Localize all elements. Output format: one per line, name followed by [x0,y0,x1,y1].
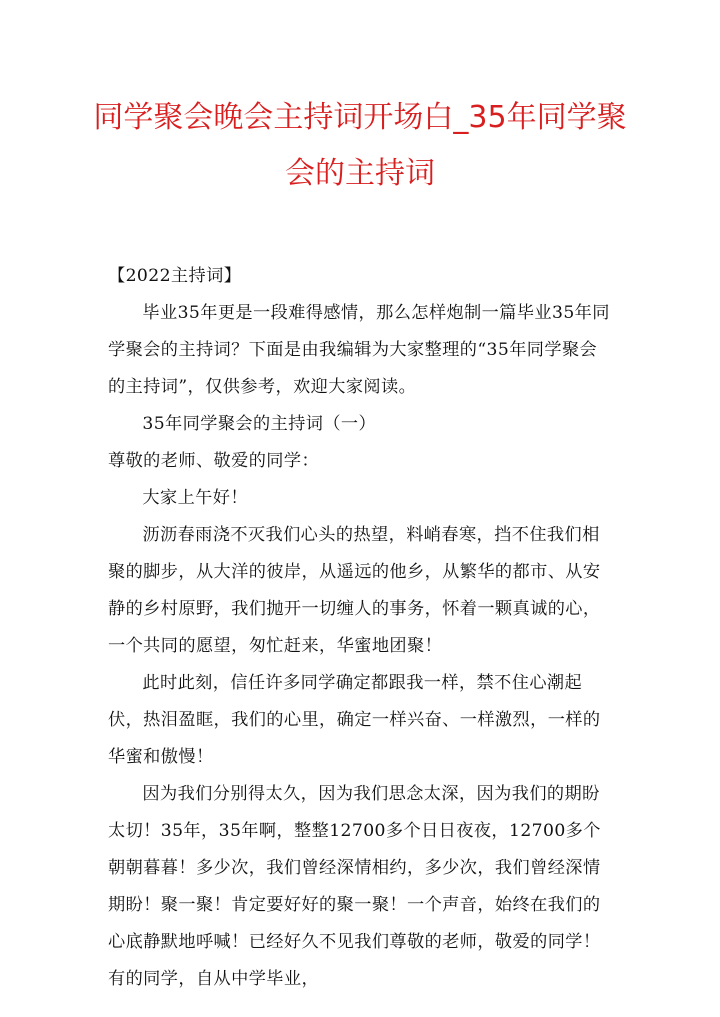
paragraph: 35年同学聚会的主持词（一） [142,414,377,434]
paragraph: 毕业35年更是一段难得感情，那么怎样炮制一篇毕业35年同学聚会的主持词？下面是由我编辑为大家整理的“35年同学聚会的主持词”，仅供参考，欢迎大家阅读。 [108,303,610,397]
paragraph: 因为我们分别得太久，因为我们思念太深，因为我们的期盼太切！35年，35年啊，整整12700多个日日夜夜，12700多个朝朝暮暮！多少次，我们曾经深情相约，多少次，我们曾经深情期盼！聚一聚！肯定要好好的聚一聚！一个声音，始终在我们的心底静默地呼喊！已经好久不见我们尊敬的老师，敬爱的同学！有的同学，自从中学毕业， [108,784,601,989]
document-title: 同学聚会晚会主持词开场白_35年同学聚会的主持词 [93,100,627,191]
paragraph: 沥沥春雨浇不灭我们心头的热望，料峭春寒，挡不住我们相聚的脚步，从大洋的彼岸，从遥远的他乡，从繁华的都市、从安静的乡村原野，我们抛开一切缠人的事务，怀着一颗真诚的心，一个共同的愿望，匆忙赶来，华蜜地团聚！ [108,525,601,656]
paragraph: 大家上午好！ [142,488,248,508]
document-body [108,258,614,998]
paragraph: 【2022主持词】 [108,266,242,286]
paragraph: 此时此刻，信任许多同学确定都跟我一样，禁不住心潮起伏，热泪盈眶，我们的心里，确定一样兴奋、一样激烈，一样的华蜜和傲慢！ [108,673,601,767]
paragraph: 尊敬的老师、敬爱的同学： [108,451,320,471]
